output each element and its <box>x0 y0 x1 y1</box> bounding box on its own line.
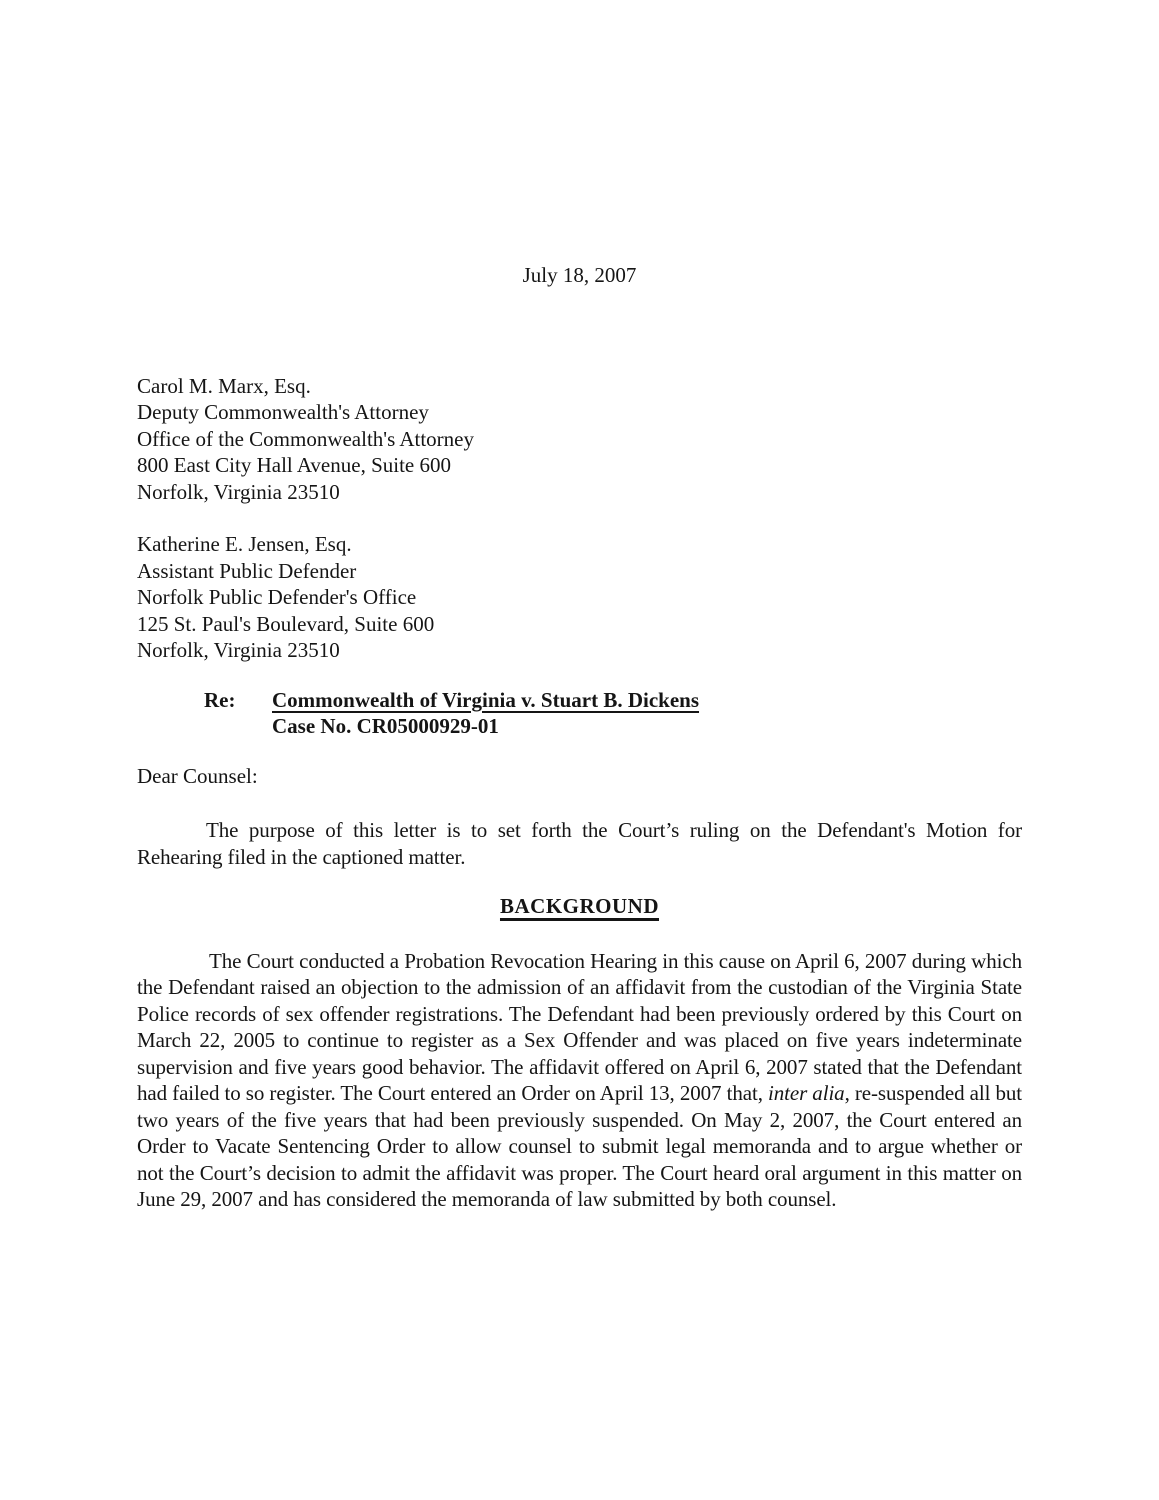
intro-paragraph: The purpose of this letter is to set forth the Court’s ruling on the Defendant's Motion for Rehearing filed in the captioned matter. <box>137 818 1022 869</box>
section-heading-text: BACKGROUND <box>499 894 659 918</box>
recipient-name: Carol M. Marx, Esq. <box>137 373 311 398</box>
letter-date: July 18, 2007 <box>522 263 637 287</box>
recipient-street: 800 East City Hall Avenue, Suite 600 <box>137 453 451 477</box>
recipient-city: Norfolk, Virginia 23510 <box>137 638 340 662</box>
re-block <box>137 687 1022 740</box>
latin-phrase-italic: inter alia <box>768 1081 845 1105</box>
section-heading-background <box>137 893 1022 920</box>
case-title: Commonwealth of Virginia v. Stuart B. Dickens <box>272 687 700 712</box>
background-paragraph-part2: , re-suspended all but two years of the five years that had been previously suspended. On May 2, 2007, the Court entered an Order to Vacate Sentencing Order to allow counsel to submit legal memoranda and to argue whether or not the Court’s decision to admit the affidavit was proper. The Court heard oral argument in this matter on June 29, 2007 and has considered the memoranda of law submitted by both counsel. <box>137 1081 1023 1211</box>
recipient-city: Norfolk, Virginia 23510 <box>137 479 340 504</box>
recipient-organization: Norfolk Public Defender's Office <box>137 585 417 609</box>
recipient-block-2 <box>137 531 1022 664</box>
re-label: Re: <box>204 687 236 712</box>
recipient-name: Katherine E. Jensen, Esq. <box>137 532 352 556</box>
background-paragraph-part1: The Court conducted a Probation Revocation Hearing in this cause on April 6, 2007 during which the Defendant raised an objection to the admission of an affidavit from the custodian of the Virginia State Police records of sex offender registrations. The Defendant had been previously ordered by this Court on March 22, 2005 to continue to register as a Sex Offender and was placed on five years indeterminate supervision and five years good behavior. The affidavit offered on April 6, 2007 stated that the Defendant had failed to so register. The Court entered an Order on April 13, 2007 that, <box>137 948 1022 1105</box>
background-paragraph <box>137 948 1022 1213</box>
recipient-title: Deputy Commonwealth's Attorney <box>137 400 429 424</box>
recipient-street: 125 St. Paul's Boulevard, Suite 600 <box>137 611 435 636</box>
case-number: Case No. CR05000929-01 <box>272 714 499 738</box>
recipient-title: Assistant Public Defender <box>137 558 357 583</box>
recipient-organization: Office of the Commonwealth's Attorney <box>137 426 474 451</box>
recipient-block-1 <box>137 373 1022 506</box>
salutation: Dear Counsel: <box>137 763 258 788</box>
